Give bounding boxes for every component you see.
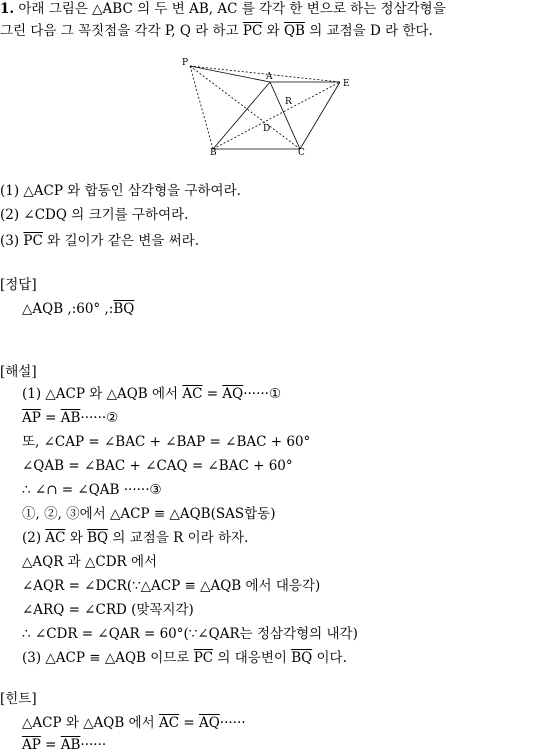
explanation-text: 이다. bbox=[312, 650, 347, 666]
answer-heading: [정답] bbox=[0, 277, 37, 293]
edge-ce bbox=[300, 82, 340, 149]
explanation-line-11: ∴ ∠CDR = ∠QAR = 60°(∵∠QAR는 정삼각형의 내각) bbox=[22, 626, 358, 642]
answer-line bbox=[22, 300, 134, 318]
equals: = bbox=[40, 737, 61, 753]
explanation-text: (2) bbox=[22, 530, 46, 546]
segment-bq: $\overline{BQ}$ bbox=[291, 650, 313, 666]
segment-pc: $\overline{PC}$ bbox=[23, 233, 43, 249]
answer-text: △AQB ,:60° ,: bbox=[22, 301, 114, 317]
problem-line-1 bbox=[0, 0, 446, 18]
segment-ac: $\overline{AC}$ bbox=[158, 715, 180, 731]
edge-ac bbox=[270, 82, 300, 149]
segment-aq: $\overline{AQ}$ bbox=[222, 386, 244, 402]
label-e: E bbox=[343, 79, 350, 89]
explanation-heading: [해설] bbox=[0, 364, 37, 380]
question-2: (2) ∠CDQ 의 크기를 구하여라. bbox=[0, 207, 189, 223]
explanation-text: (3) △ACP ≡ △AQB 이므로 bbox=[22, 650, 194, 666]
explanation-line-5: ∴ ∠∩ = ∠QAB ······③ bbox=[22, 482, 162, 498]
explanation-line-10: ∠ARQ = ∠CRD (맞꼭지각) bbox=[22, 602, 194, 618]
explanation-text: 의 교점을 R 이라 하자. bbox=[108, 530, 249, 546]
explanation-line-1 bbox=[22, 385, 281, 403]
equals: = bbox=[202, 386, 223, 402]
explanation-line-7 bbox=[22, 529, 248, 547]
explanation-marker: ······① bbox=[243, 386, 282, 402]
label-a: A bbox=[266, 72, 273, 82]
segment-ab: $\overline{AB}$ bbox=[60, 737, 81, 753]
geometry-figure bbox=[175, 52, 355, 157]
explanation-text: 의 대응변이 bbox=[213, 650, 292, 666]
hint-line-2 bbox=[22, 736, 106, 754]
segment-bq: $\overline{BQ}$ bbox=[113, 301, 135, 317]
hint-heading: [힌트] bbox=[0, 691, 37, 707]
problem-number: 1. bbox=[0, 1, 15, 17]
segment-qb: $\overline{QB}$ bbox=[283, 23, 305, 39]
dotted-pb bbox=[190, 66, 213, 149]
segment-aq: $\overline{AQ}$ bbox=[198, 715, 220, 731]
hint-marker: ······ bbox=[80, 737, 107, 753]
explanation-line-8: △AQR 과 △CDR 에서 bbox=[22, 554, 158, 570]
question-1: (1) △ACP 와 합동인 삼각형을 구하여라. bbox=[0, 183, 241, 199]
label-c: C bbox=[298, 148, 305, 157]
question-3 bbox=[0, 232, 199, 250]
label-r: R bbox=[285, 97, 292, 107]
segment-ab: $\overline{AB}$ bbox=[60, 410, 81, 426]
segment-ap: $\overline{AP}$ bbox=[22, 410, 41, 426]
edge-pa bbox=[190, 66, 270, 82]
explanation-line-4: ∠QAB = ∠BAC + ∠CAQ = ∠BAC + 60° bbox=[22, 458, 293, 474]
segment-bq: $\overline{BQ}$ bbox=[87, 530, 109, 546]
problem-intro-mid: 와 bbox=[262, 23, 284, 39]
question-3-rest: 와 길이가 같은 변을 써라. bbox=[42, 233, 200, 249]
edge-ab bbox=[213, 82, 270, 149]
dotted-be bbox=[213, 82, 340, 149]
problem-intro-2b: 의 교점을 D 라 한다. bbox=[304, 23, 433, 39]
explanation-line-6: ①, ②, ③에서 △ACP ≡ △AQB(SAS합동) bbox=[22, 506, 276, 522]
label-d: D bbox=[263, 124, 271, 134]
problem-intro-2a: 그린 다음 그 꼭짓점을 각각 P, Q 라 하고 bbox=[0, 23, 243, 39]
segment-pc: $\overline{PC}$ bbox=[242, 23, 263, 39]
segment-ac: $\overline{AC}$ bbox=[45, 530, 66, 546]
explanation-marker: ······② bbox=[80, 410, 119, 426]
equals: = bbox=[40, 410, 61, 426]
explanation-text: 와 bbox=[65, 530, 88, 546]
hint-line-1 bbox=[22, 714, 246, 732]
question-3-prefix: (3) bbox=[0, 233, 24, 249]
explanation-line-3: 또, ∠CAP = ∠BAC + ∠BAP = ∠BAC + 60° bbox=[22, 434, 311, 450]
segment-pc: $\overline{PC}$ bbox=[193, 650, 214, 666]
problem-intro-1: 아래 그림은 △ABC 의 두 변 AB, AC 를 각각 한 변으로 하는 정삼각형을 bbox=[14, 1, 446, 17]
label-b: B bbox=[210, 148, 217, 157]
explanation-line-12 bbox=[22, 649, 347, 667]
equals: = bbox=[179, 715, 199, 731]
hint-marker: ······ bbox=[219, 715, 246, 731]
explanation-line-9: ∠AQR = ∠DCR(∵△ACP ≡ △AQB 에서 대응각) bbox=[22, 578, 321, 594]
problem-line-2 bbox=[0, 22, 433, 40]
dotted-pc bbox=[190, 66, 300, 149]
hint-text: △ACP 와 △AQB 에서 bbox=[22, 715, 159, 731]
dotted-pe bbox=[190, 66, 340, 82]
explanation-line-2 bbox=[22, 409, 118, 427]
label-p: P bbox=[182, 58, 189, 68]
segment-ac: $\overline{AC}$ bbox=[182, 386, 203, 402]
segment-ap: $\overline{AP}$ bbox=[22, 737, 41, 753]
explanation-text: (1) △ACP 와 △AQB 에서 bbox=[22, 386, 183, 402]
